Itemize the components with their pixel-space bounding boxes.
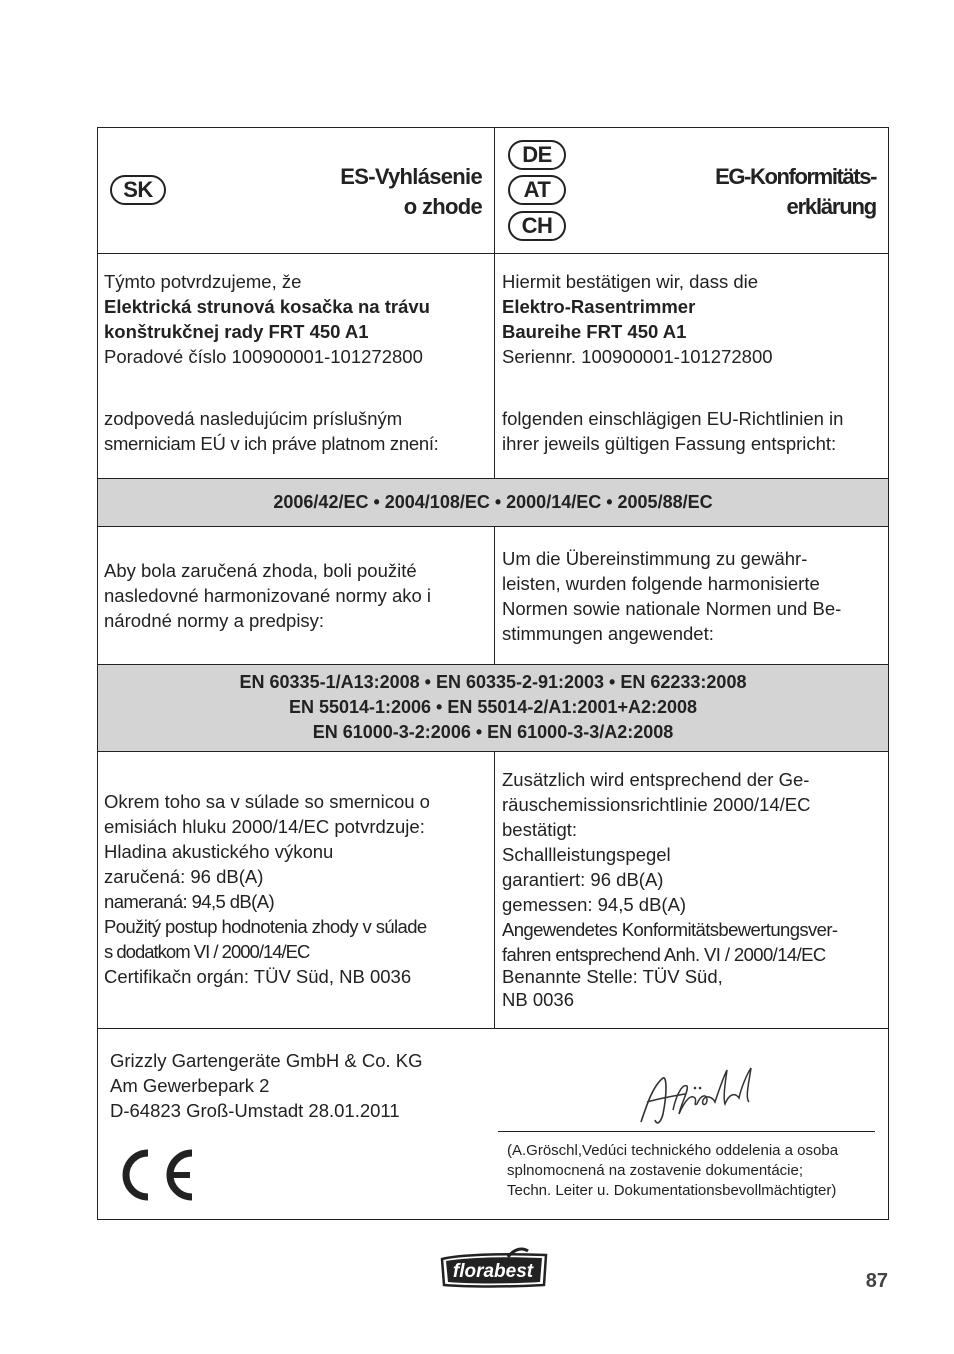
lang-badge-sk: SK — [110, 175, 166, 205]
noise-right-line: Schallleistungspegel — [502, 844, 671, 865]
noise-right-line: fahren entsprechend Anh. VI / 2000/14/EC — [502, 944, 826, 965]
product-right-line4: Seriennr. 100900001-101272800 — [502, 346, 773, 367]
company-address — [110, 1048, 490, 1123]
noise-right-line: Angewendetes Konformitätsbewertungsver- — [502, 919, 838, 940]
directives-text: 2006/42/EC • 2004/108/EC • 2000/14/EC • 2005/88/EC — [273, 492, 713, 512]
noise-left-line: Hladina akustického výkonu — [104, 841, 334, 862]
norms-line-1: EN 60335-1/A13:2008 • EN 60335-2-91:2003 • EN 62233:2008 — [239, 672, 747, 692]
page-number: 87 — [865, 1270, 888, 1292]
signatory-line: Techn. Leiter u. Dokumentationsbevollmächtigter) — [507, 1182, 837, 1199]
florabest-logo — [438, 1245, 550, 1291]
noise-right-line: Zusätzlich wird entsprechend der Ge- — [502, 769, 810, 790]
norms-line-3: EN 61000-3-2:2006 • EN 61000-3-3/A2:2008 — [312, 722, 674, 742]
column-divider-top — [494, 128, 495, 478]
norms-intro-right-line: leisten, wurden folgende harmonisierte — [502, 573, 820, 594]
noise-left-line: nameraná: 94,5 dB(A) — [104, 891, 275, 912]
norms-intro-right-line: Um die Übereinstimmung zu gewähr- — [502, 548, 808, 569]
noise-left-line: s dodatkom VI / 2000/14/EC — [104, 941, 310, 962]
norms-line-2: EN 55014-1:2006 • EN 55014-2/A1:2001+A2:2008 — [288, 697, 698, 717]
column-divider-norms — [494, 526, 495, 664]
product-right-line5: folgenden einschlägigen EU-Richtlinien in — [502, 408, 844, 429]
divider-noise-bottom — [98, 1028, 888, 1029]
lang-badge-at: AT — [508, 175, 566, 205]
noise-right-line: gemessen: 94,5 dB(A) — [502, 894, 687, 915]
right-title-line1: EG-Konformitäts- — [715, 164, 876, 189]
norms-intro-right-line: Normen sowie nationale Normen und Be- — [502, 598, 842, 619]
left-title-line2: o zhode — [403, 194, 482, 219]
lang-badge-ch: CH — [508, 211, 566, 241]
norms-intro-left-line: národné normy a predpisy: — [104, 610, 325, 631]
product-left-line5: zodpovedá nasledujúcim príslušným — [104, 408, 403, 429]
noise-left-line: Certifikačn orgán: TÜV Süd, NB 0036 — [104, 966, 412, 987]
signatory-line: splnomocnená na zostavenie dokumentácie; — [507, 1162, 804, 1179]
norms-intro-right — [502, 546, 888, 646]
right-title-line2: erklärung — [786, 194, 876, 219]
noise-left-line: Použitý postup hodnotenia zhody v súlade — [104, 916, 427, 937]
product-right-line2: Elektro-Rasentrimmer — [502, 296, 696, 317]
divider-norms-bottom — [98, 751, 888, 752]
norms-intro-left-line: nasledovné harmonizované normy ako i — [104, 585, 432, 606]
directives-band — [98, 479, 888, 526]
norms-intro-right-line: stimmungen angewendet: — [502, 623, 714, 644]
noise-left — [104, 789, 492, 989]
divider-header — [98, 253, 888, 254]
product-left-line4: Poradové číslo 100900001-101272800 — [104, 346, 423, 367]
norms-intro-left-line: Aby bola zaručená zhoda, boli použité — [104, 560, 417, 581]
signature-line — [498, 1131, 875, 1132]
product-right-line6: ihrer jeweils gültigen Fassung entspricht: — [502, 433, 837, 454]
noise-left-line: zaručená: 96 dB(A) — [104, 866, 264, 887]
company-street: Am Gewerbepark 2 — [110, 1075, 270, 1096]
ce-mark-icon — [112, 1145, 196, 1205]
noise-right-line: bestätigt: — [502, 819, 578, 840]
signatory-text — [507, 1141, 882, 1201]
product-left-line3: konštrukčnej rady FRT 450 A1 — [104, 321, 369, 342]
signature-icon — [633, 1064, 773, 1130]
signatory-line: (A.Gröschl,Vedúci technického oddelenia a osoba — [507, 1142, 839, 1159]
noise-right-line: räuschemissionsrichtlinie 2000/14/EC — [502, 794, 811, 815]
divider-directives-bottom — [98, 526, 888, 527]
noise-left-line: Okrem toho sa v súlade so smernicou o — [104, 791, 430, 812]
left-title-line1: ES-Vyhlásenie — [340, 164, 482, 189]
product-left-line6: smerniciam EÚ v ich práve platnom znení: — [104, 433, 439, 454]
company-city-date: D-64823 Groß-Umstadt 28.01.2011 — [110, 1100, 400, 1121]
product-left-line1: Týmto potvrdzujeme, že — [104, 271, 302, 292]
product-left — [104, 269, 492, 456]
noise-right-line: NB 0036 — [502, 989, 574, 1010]
column-divider-noise — [494, 751, 495, 1028]
company-name: Grizzly Gartengeräte GmbH & Co. KG — [110, 1050, 423, 1071]
product-left-line2: Elektrická strunová kosačka na trávu — [104, 296, 430, 317]
logo-text: florabest — [452, 1261, 534, 1282]
lang-badge-de: DE — [508, 140, 566, 170]
noise-left-line: emisiách hluku 2000/14/EC potvrdzuje: — [104, 816, 425, 837]
noise-right-line: garantiert: 96 dB(A) — [502, 869, 664, 890]
noise-right-line: Benannte Stelle: TÜV Süd, — [502, 966, 723, 987]
product-right — [502, 269, 888, 456]
product-right-line1: Hiermit bestätigen wir, dass die — [502, 271, 759, 292]
norms-band — [98, 665, 888, 751]
norms-intro-left — [104, 558, 492, 633]
product-right-line3: Baureihe FRT 450 A1 — [502, 321, 687, 342]
noise-right — [502, 767, 888, 1012]
declaration-table — [97, 127, 889, 1220]
